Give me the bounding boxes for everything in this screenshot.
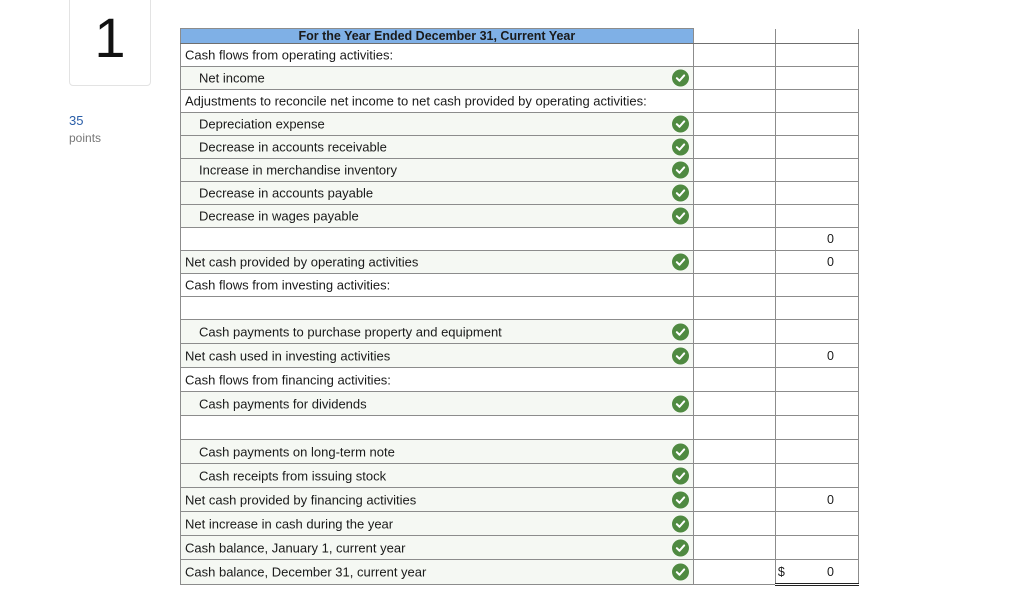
amount-input-2[interactable] [775, 512, 858, 536]
amount-input-1[interactable] [693, 228, 775, 251]
check-circle-icon [672, 70, 689, 87]
table-row [181, 90, 859, 113]
amount-value-2: 0 [827, 564, 834, 579]
amount-input-1[interactable] [693, 159, 775, 182]
amount-input-1[interactable] [693, 464, 775, 488]
row-label-cell[interactable] [181, 560, 694, 585]
amount-value-2: 0 [827, 232, 834, 246]
amount-input-2[interactable] [775, 392, 858, 416]
row-label: Net increase in cash during the year [185, 516, 394, 531]
row-label-cell[interactable] [181, 274, 694, 297]
cash-flow-statement-table [180, 28, 859, 586]
table-row [181, 392, 859, 416]
row-label: Cash payments to purchase property and equipment [199, 324, 502, 339]
row-label: Cash payments on long-term note [199, 444, 395, 459]
points-value: 35 [69, 113, 84, 128]
amount-input-2[interactable] [775, 560, 858, 585]
amount-input-2[interactable] [775, 228, 858, 251]
amount-input-2[interactable] [775, 44, 858, 67]
amount-input-1[interactable] [693, 344, 775, 368]
amount-input-2[interactable] [775, 440, 858, 464]
row-label-cell[interactable] [181, 297, 694, 320]
row-label-cell[interactable] [181, 512, 694, 536]
row-label: Increase in merchandise inventory [199, 162, 397, 178]
table-row [181, 464, 859, 488]
check-circle-icon [672, 443, 689, 460]
amount-input-1[interactable] [693, 205, 775, 228]
table-row [181, 228, 859, 251]
table-row [181, 205, 859, 228]
table-row [181, 44, 859, 67]
amount-input-2[interactable] [775, 205, 858, 228]
table-row [181, 67, 859, 90]
amount-input-1[interactable] [693, 90, 775, 113]
row-label: Net cash provided by financing activities [185, 492, 417, 507]
row-label-cell[interactable] [181, 44, 694, 67]
amount-input-2[interactable] [775, 344, 858, 368]
check-circle-icon [672, 185, 689, 202]
row-label: Net income [199, 70, 265, 86]
amount-input-2[interactable] [775, 113, 858, 136]
amount-input-2[interactable] [775, 320, 858, 344]
amount-input-1[interactable] [693, 416, 775, 440]
header-blank-amount-2 [775, 29, 858, 44]
amount-input-1[interactable] [693, 67, 775, 90]
amount-input-1[interactable] [693, 440, 775, 464]
amount-input-1[interactable] [693, 536, 775, 560]
amount-input-2[interactable] [775, 297, 858, 320]
row-label: Adjustments to reconcile net income to net cash provided by operating activities: [185, 93, 647, 109]
check-circle-icon [672, 491, 689, 508]
amount-input-1[interactable] [693, 182, 775, 205]
table-row [181, 251, 859, 274]
table-row [181, 159, 859, 182]
row-label: Decrease in accounts receivable [199, 139, 387, 155]
check-circle-icon [672, 116, 689, 133]
table-row [181, 182, 859, 205]
row-label-cell[interactable] [181, 228, 694, 251]
amount-input-1[interactable] [693, 136, 775, 159]
table-row [181, 274, 859, 297]
row-label-cell[interactable] [181, 392, 694, 416]
row-label: Cash receipts from issuing stock [199, 468, 387, 483]
check-circle-icon [672, 564, 689, 581]
amount-value-2: 0 [827, 348, 834, 363]
amount-input-1[interactable] [693, 560, 775, 585]
table-row [181, 416, 859, 440]
row-label-cell[interactable] [181, 67, 694, 90]
row-label-cell[interactable] [181, 90, 694, 113]
row-label-cell[interactable] [181, 440, 694, 464]
row-label-cell[interactable] [181, 416, 694, 440]
question-number: 1 [94, 6, 126, 69]
row-label: Decrease in accounts payable [199, 185, 374, 201]
statement-period-header: For the Year Ended December 31, Current Year [181, 29, 694, 44]
row-label-cell[interactable] [181, 136, 694, 159]
check-circle-icon [672, 139, 689, 156]
check-circle-icon [672, 254, 689, 271]
check-circle-icon [672, 539, 689, 556]
check-circle-icon [672, 347, 689, 364]
question-number-card [69, 0, 151, 86]
amount-input-2[interactable] [775, 67, 858, 90]
amount-input-2[interactable] [775, 90, 858, 113]
amount-input-2[interactable] [775, 159, 858, 182]
table-row [181, 488, 859, 512]
row-label-cell[interactable] [181, 536, 694, 560]
amount-input-1[interactable] [693, 320, 775, 344]
check-circle-icon [672, 162, 689, 179]
row-label-cell[interactable] [181, 320, 694, 344]
table-row [181, 440, 859, 464]
amount-input-1[interactable] [693, 113, 775, 136]
amount-input-2[interactable] [775, 488, 858, 512]
table-row [181, 368, 859, 392]
amount-input-2[interactable] [775, 416, 858, 440]
row-label-cell[interactable] [181, 464, 694, 488]
table-row [181, 136, 859, 159]
row-label: Net cash provided by operating activities [185, 254, 419, 270]
amount-input-2[interactable] [775, 182, 858, 205]
row-label-cell[interactable] [181, 344, 694, 368]
amount-input-1[interactable] [693, 488, 775, 512]
row-label-cell[interactable] [181, 182, 694, 205]
table-row [181, 512, 859, 536]
amount-input-1[interactable] [693, 392, 775, 416]
row-label-cell[interactable] [181, 205, 694, 228]
row-label: Cash balance, December 31, current year [185, 564, 427, 580]
amount-input-2[interactable] [775, 368, 858, 392]
amount-input-1[interactable] [693, 274, 775, 297]
amount-input-1[interactable] [693, 44, 775, 67]
check-circle-icon [672, 467, 689, 484]
table-row [181, 297, 859, 320]
row-label: Depreciation expense [199, 116, 325, 132]
header-blank-amount-1 [693, 29, 775, 44]
amount-value-2: 0 [827, 255, 834, 269]
row-label-cell[interactable] [181, 113, 694, 136]
currency-symbol: $ [777, 564, 785, 579]
check-circle-icon [672, 515, 689, 532]
check-circle-icon [672, 323, 689, 340]
table-row [181, 113, 859, 136]
amount-input-1[interactable] [693, 297, 775, 320]
amount-input-2[interactable] [775, 464, 858, 488]
row-label: Cash balance, January 1, current year [185, 540, 406, 555]
amount-input-1[interactable] [693, 251, 775, 274]
table-row [181, 344, 859, 368]
amount-input-2[interactable] [775, 136, 858, 159]
amount-value-2: 0 [827, 492, 834, 507]
row-label: Cash flows from financing activities: [185, 372, 391, 387]
row-label: Net cash used in investing activities [185, 348, 391, 363]
amount-input-2[interactable] [775, 274, 858, 297]
check-circle-icon [672, 395, 689, 412]
amount-input-2[interactable] [775, 251, 858, 274]
row-label-cell[interactable] [181, 159, 694, 182]
table-row [181, 560, 859, 585]
table-row [181, 320, 859, 344]
amount-input-2[interactable] [775, 536, 858, 560]
table-row [181, 536, 859, 560]
row-label-cell[interactable] [181, 251, 694, 274]
amount-input-1[interactable] [693, 512, 775, 536]
row-label-cell[interactable] [181, 368, 694, 392]
points-label: points [69, 131, 102, 145]
row-label: Cash flows from investing activities: [185, 277, 391, 293]
check-circle-icon [672, 208, 689, 225]
row-label: Cash payments for dividends [199, 396, 367, 411]
row-label: Cash flows from operating activities: [185, 47, 394, 63]
amount-input-1[interactable] [693, 368, 775, 392]
row-label: Decrease in wages payable [199, 208, 359, 224]
row-label-cell[interactable] [181, 488, 694, 512]
